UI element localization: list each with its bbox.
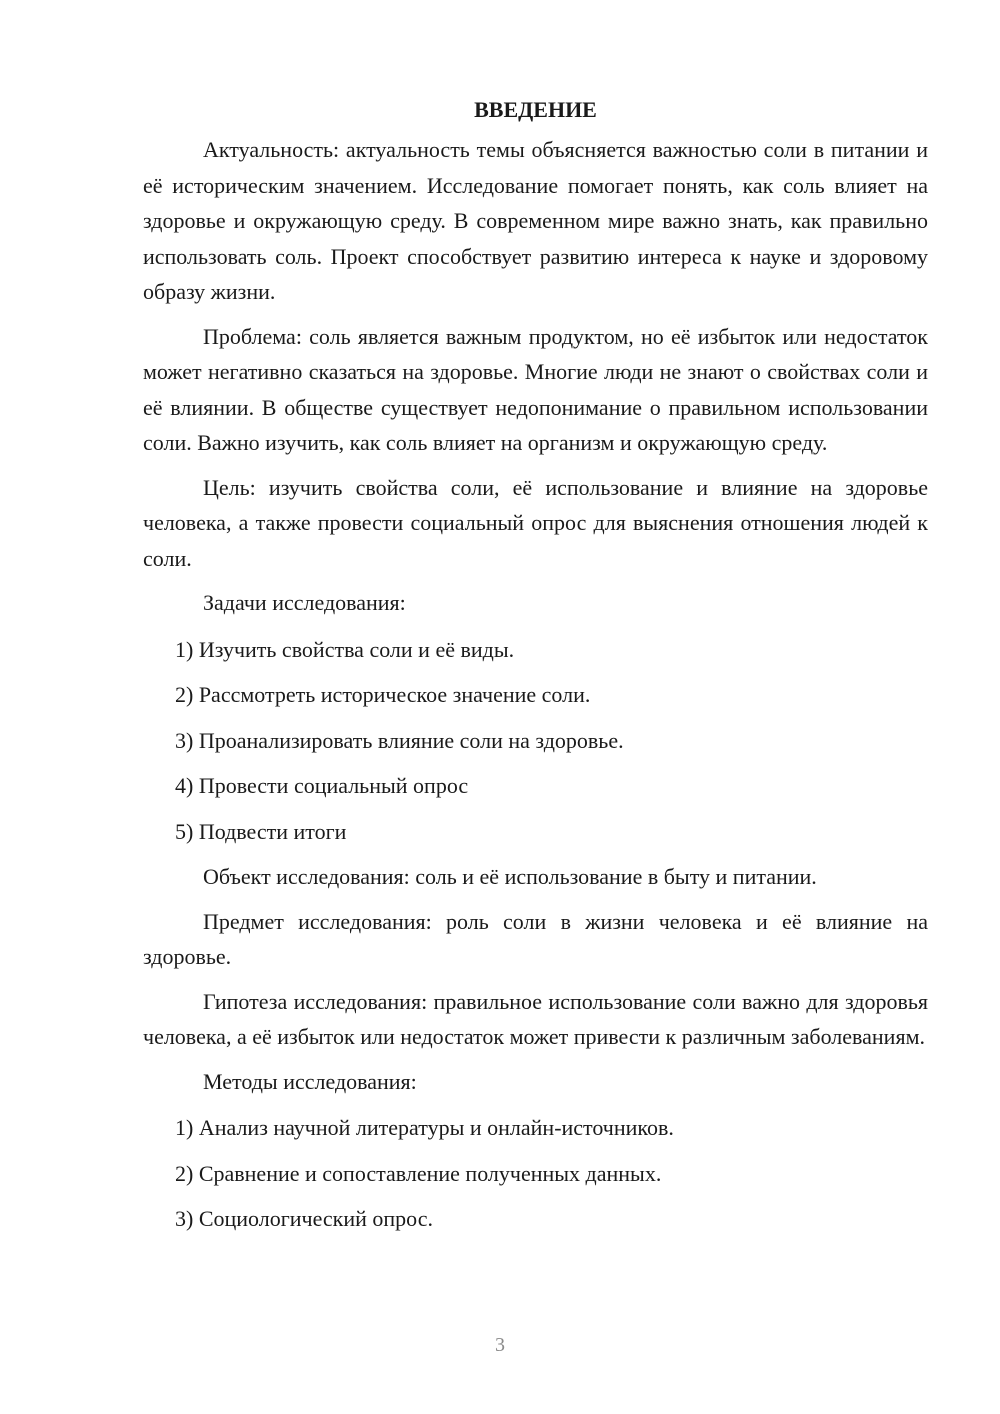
object-paragraph: Объект исследования: соль и её использование в быту и питании. — [203, 864, 817, 889]
task-item: 2) Рассмотреть историческое значение соли. — [175, 682, 591, 707]
method-item: 1) Анализ научной литературы и онлайн-источников. — [175, 1115, 674, 1140]
task-item: 4) Провести социальный опрос — [175, 773, 469, 798]
method-item: 2) Сравнение и сопоставление полученных данных. — [175, 1160, 662, 1186]
task-item: 5) Подвести итоги — [175, 818, 347, 844]
hypothesis-paragraph: Гипотеза исследования: правильное использование соли важно для здоровья человека, а её избыток или недостаток может привести к различным заболеваниям. — [143, 988, 928, 1049]
page-number: 3 — [495, 1334, 505, 1356]
relevance-paragraph: Актуальность: актуальность темы объясняется важностью соли в питании и её историческим значением. Исследование помогает понять, как соль влияет на здоровье и окружающую среду. В современном мире важно знать, как правильно использовать соль. Проект способствует развитию интереса к науке и здоровому образу жизни. — [143, 137, 928, 304]
tasks-list — [143, 632, 928, 850]
task-item: 3) Проанализировать влияние соли на здоровье. — [175, 727, 624, 753]
tasks-heading: Задачи исследования: — [203, 590, 406, 615]
task-item: 1) Изучить свойства соли и её виды. — [175, 636, 515, 662]
problem-paragraph: Проблема: соль является важным продуктом, но её избыток или недостаток может негативно сказаться на здоровье. Многие люди не знают о свойствах соли и её влиянии. В обществе существует недопонимание о правильном использовании соли. Важно изучить, как соль влияет на организм и окружающую среду. — [143, 323, 928, 455]
document-page — [143, 96, 928, 1247]
methods-heading: Методы исследования: — [203, 1068, 417, 1094]
subject-paragraph: Предмет исследования: роль соли в жизни человека и её влияние на здоровье. — [143, 908, 928, 969]
goal-paragraph: Цель: изучить свойства соли, её использование и влияние на здоровье человека, а также провести социальный опрос для выяснения отношения людей к соли. — [143, 474, 928, 571]
method-item: 3) Социологический опрос. — [175, 1206, 433, 1231]
methods-list — [143, 1110, 928, 1237]
section-title: ВВЕДЕНИЕ — [474, 97, 597, 122]
